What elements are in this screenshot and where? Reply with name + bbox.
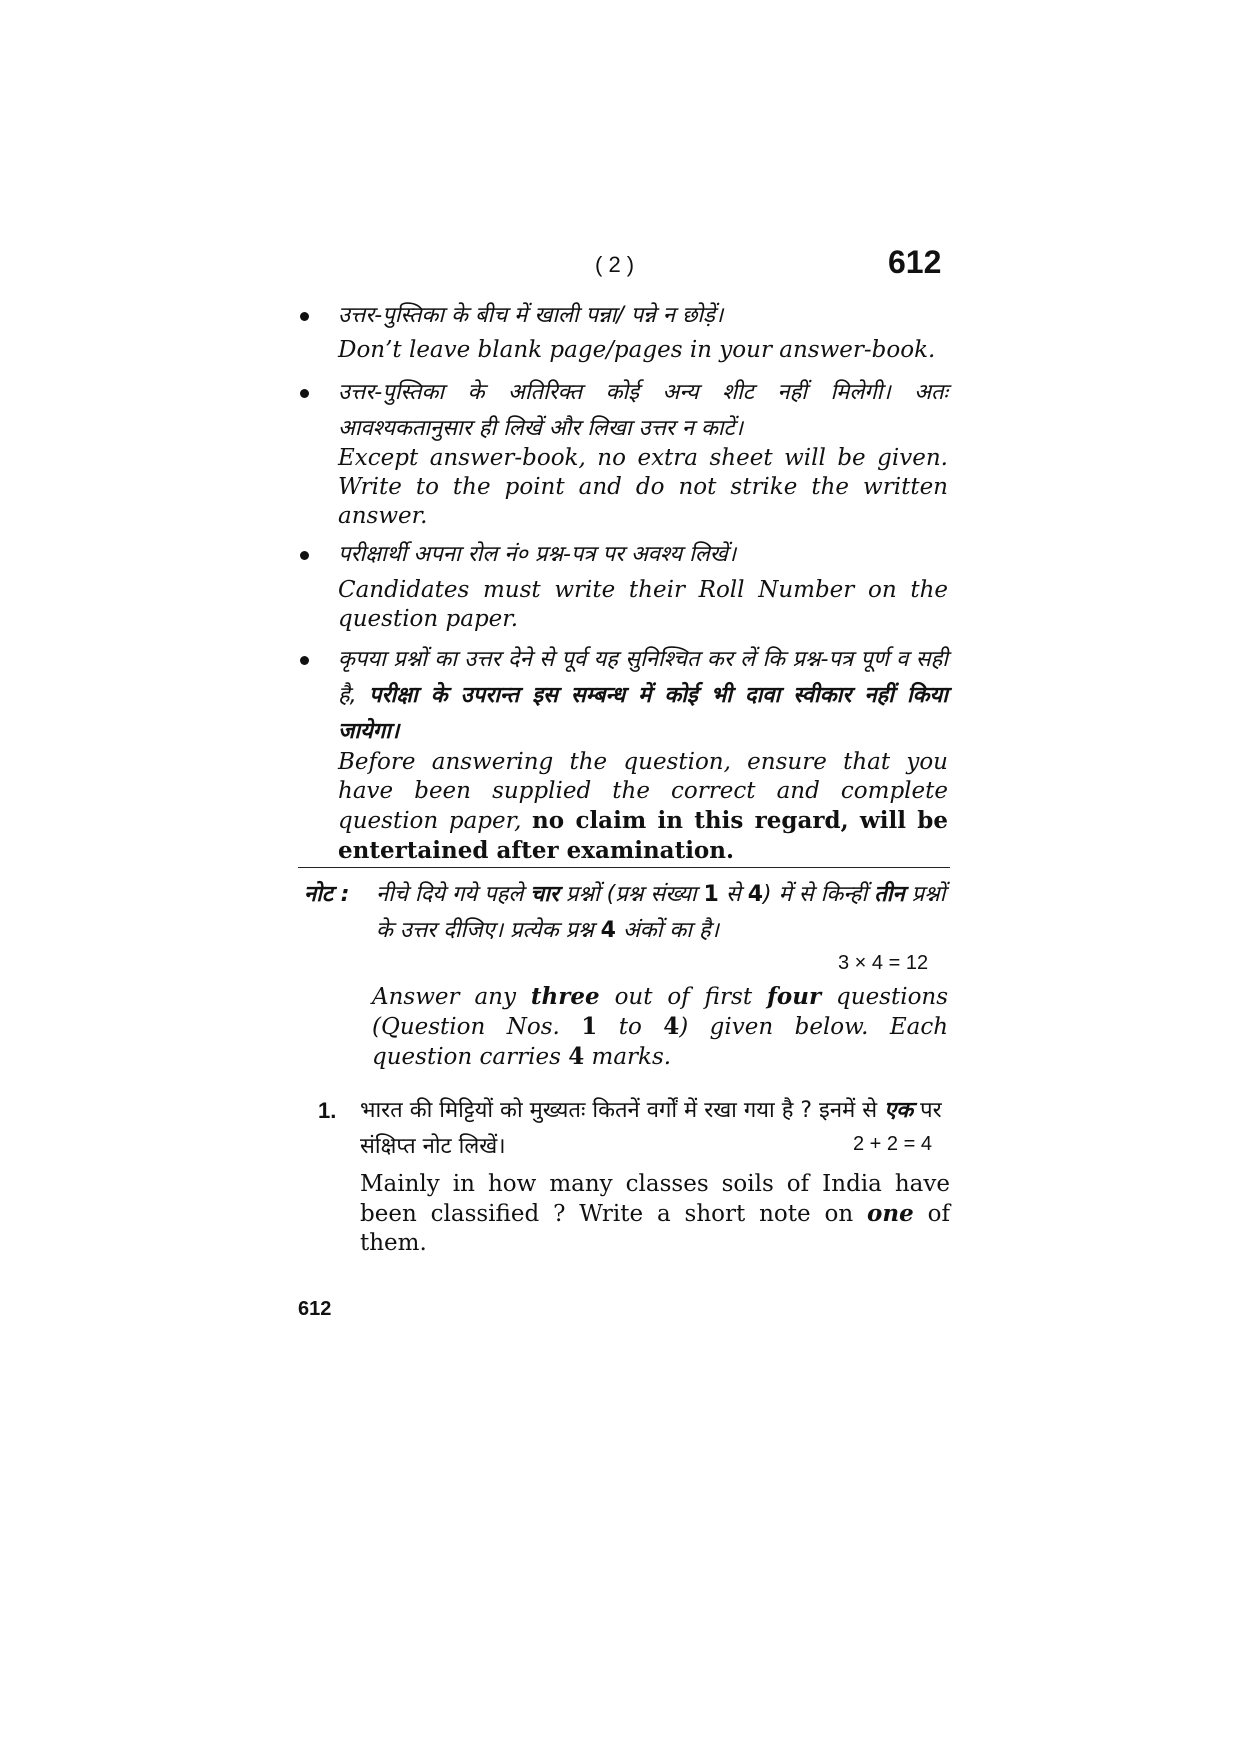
- bullet-icon: [300, 312, 309, 321]
- question-1-english-text-1: Mainly in how many classes soils of India have been classified ? Write a short note on: [360, 1171, 950, 1227]
- instruction-4-hindi-plain: कृपया प्रश्नों का उत्तर देने से पूर्व यह सुनिश्चित कर लें कि प्रश्न-पत्र पूर्ण व सही है,: [338, 647, 948, 708]
- paper-code-header: 612: [888, 244, 942, 280]
- instruction-2-hindi: उत्तर-पुस्तिका के अतिरिक्त कोई अन्य शीट नहीं मिलेगी। अतः आवश्यकतानुसार ही लिखें और लिखा उत्तर न काटें।: [338, 380, 948, 441]
- note-marks: 3 × 4 = 12: [838, 952, 929, 974]
- question-1-english-text-2: of them.: [360, 1201, 950, 1256]
- instruction-1-hindi: उत्तर-पुस्तिका के बीच में खाली पन्ना/ पन्ने न छोड़ें।: [338, 303, 724, 328]
- note-english-num-1: 1: [581, 1013, 598, 1040]
- note-english-text-4: to: [618, 1014, 642, 1040]
- bullet-icon: [300, 656, 309, 665]
- note-hindi-text-6: अंकों का है।: [622, 918, 719, 943]
- note-hindi-text-1: नीचे दिये गये पहले: [376, 882, 524, 907]
- note-english-num-3: 4: [568, 1043, 585, 1070]
- bullet-icon: [300, 389, 309, 398]
- note-english-text-5: ) given below. Each question carries: [372, 1014, 949, 1070]
- note-hindi-bold-2: तीन: [874, 882, 905, 907]
- instruction-3-hindi: परीक्षार्थी अपना रोल नं० प्रश्न-पत्र पर अवश्य लिखें।: [338, 542, 737, 567]
- instruction-4-english-plain: Before answering the question, ensure that you have been supplied the correct and complete question paper,: [338, 749, 948, 834]
- question-1-english: [360, 1170, 950, 1258]
- question-1-hindi-text-1: भारत की मिट्टियों को मुख्यतः कितनें वर्गों में रखा गया है ? इनमें से: [360, 1098, 878, 1123]
- note-label: नोट :: [304, 882, 350, 907]
- question-1-number: 1.: [318, 1098, 337, 1123]
- instruction-1-english: Don’t leave blank page/pages in your answer-book.: [338, 337, 936, 363]
- note-hindi: [376, 877, 948, 949]
- note-english-text-6: marks.: [591, 1044, 672, 1070]
- instruction-4-english: [338, 748, 948, 866]
- bullet-icon: [300, 551, 309, 560]
- question-1-hindi-text-2: पर संक्षिप्त नोट लिखें।: [360, 1098, 942, 1159]
- instruction-2-english: Except answer-book, no extra sheet will be given. Write to the point and do not strike the written answer.: [338, 445, 948, 529]
- page-number: ( 2 ): [595, 252, 635, 277]
- note-english-text-3: questions (Question Nos.: [372, 984, 949, 1040]
- note-hindi-num-2: 4: [747, 882, 764, 907]
- note-english-bold-1: three: [530, 983, 600, 1010]
- note-hindi-num-1: 1: [703, 882, 719, 907]
- note-english-text-2: out of first: [614, 984, 753, 1010]
- note-english-text-1: Answer any: [372, 984, 516, 1010]
- note-hindi-text-5: प्रश्नों के उत्तर दीजिए। प्रत्येक प्रश्न: [376, 882, 946, 943]
- note-hindi-text-4: ) में से किन्हीं: [763, 882, 868, 907]
- divider-line: [298, 867, 950, 868]
- instruction-4-english-bold: no claim in this regard, will be entertained after examination.: [338, 807, 948, 864]
- note-hindi-num-3: 4: [600, 918, 616, 943]
- note-hindi-text-3: से: [725, 882, 741, 907]
- question-1-marks: 2 + 2 = 4: [853, 1133, 932, 1155]
- instruction-4-hindi-bold: परीक्षा के उपरान्त इस सम्बन्ध में कोई भी दावा स्वीकार नहीं किया जायेगा।: [338, 683, 948, 744]
- question-1-hindi-bold: एक: [884, 1098, 914, 1123]
- note-english-num-2: 4: [663, 1013, 680, 1040]
- instruction-4-hindi: [338, 642, 948, 750]
- note-hindi-bold-1: चार: [530, 882, 559, 907]
- question-1-english-bold: one: [867, 1200, 914, 1227]
- instruction-3-english: Candidates must write their Roll Number on the question paper.: [338, 577, 948, 632]
- note-english: [372, 982, 948, 1072]
- paper-code-footer: 612: [298, 1298, 332, 1320]
- note-english-bold-2: four: [767, 983, 822, 1010]
- note-hindi-text-2: प्रश्नों (प्रश्न संख्या: [565, 882, 697, 907]
